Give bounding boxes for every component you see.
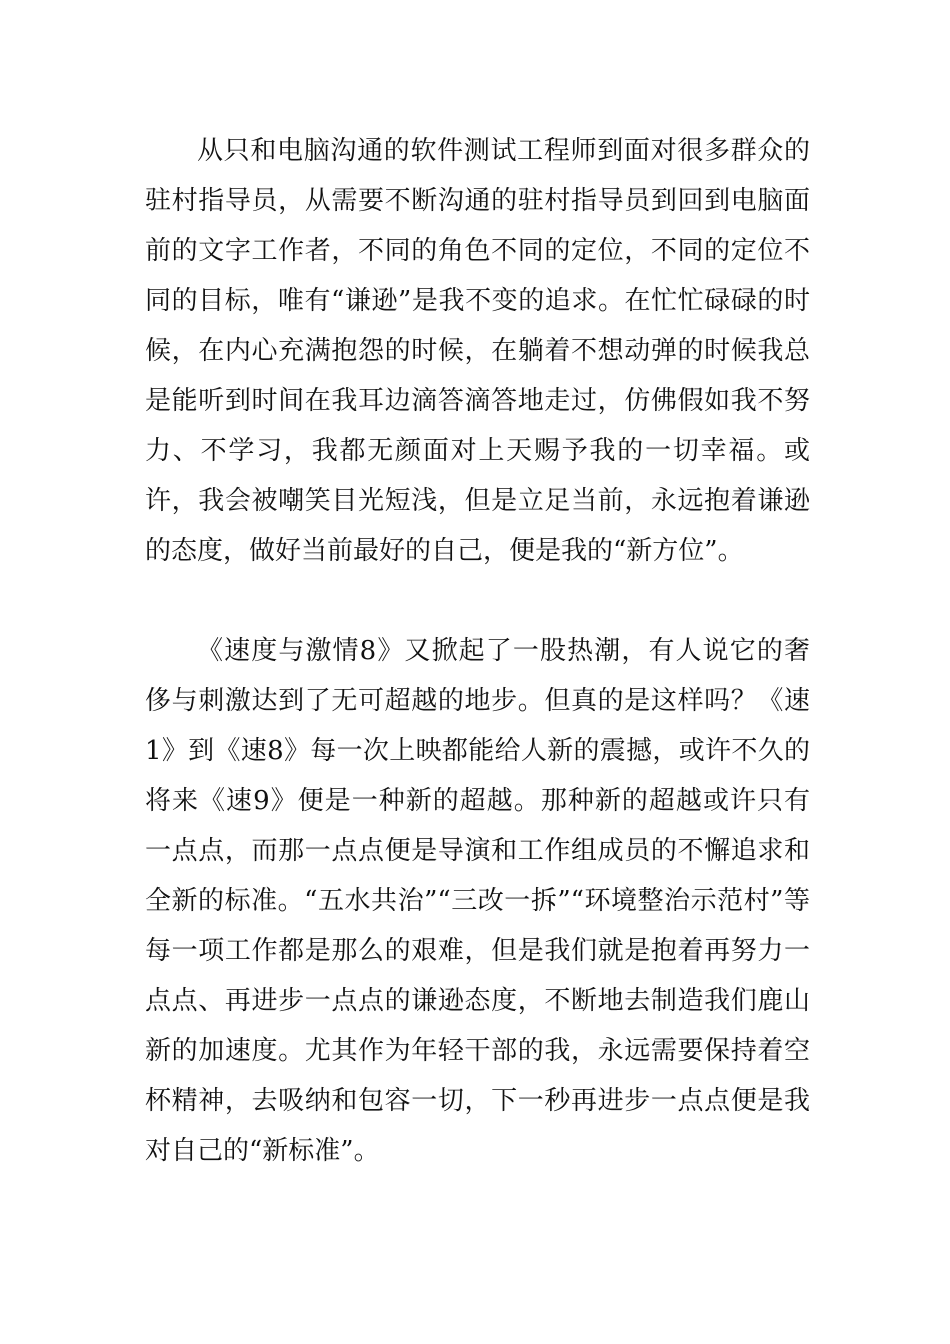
paragraph-2: 《速度与激情8》又掀起了一股热潮，有人说它的奢侈与刺激达到了无可超越的地步。但真的是这样吗？《速1》到《速8》每一次上映都能给人新的震撼，或许不久的将来《速9》便是一种新的超越。那种新的超越或许只有一点点，而那一点点便是导演和工作组成员的不懈追求和全新的标准。“五水共治”“三改一拆”“环境整治示范村”等每一项工作都是那么的艰难，但是我们就是抱着再努力一点点、再进步一点点的谦逊态度，不断地去制造我们鹿山新的加速度。尤其作为年轻干部的我，永远需要保持着空杯精神，去吸纳和包容一切，下一秒再进步一点点便是我对自己的“新标准”。 [145,636,810,1166]
paragraph-1: 从只和电脑沟通的软件测试工程师到面对很多群众的驻村指导员，从需要不断沟通的驻村指导员到回到电脑面前的文字工作者，不同的角色不同的定位，不同的定位不同的目标，唯有“谦逊”是我不变的追求。在忙忙碌碌的时候，在内心充满抱怨的时候，在躺着不想动弹的时候我总是能听到时间在我耳边滴答滴答地走过，仿佛假如我不努力、不学习，我都无颜面对上天赐予我的一切幸福。或许，我会被嘲笑目光短浅，但是立足当前，永远抱着谦逊的态度，做好当前最好的自己，便是我的“新方位”。 [145,136,810,566]
document-body [145,126,810,1176]
